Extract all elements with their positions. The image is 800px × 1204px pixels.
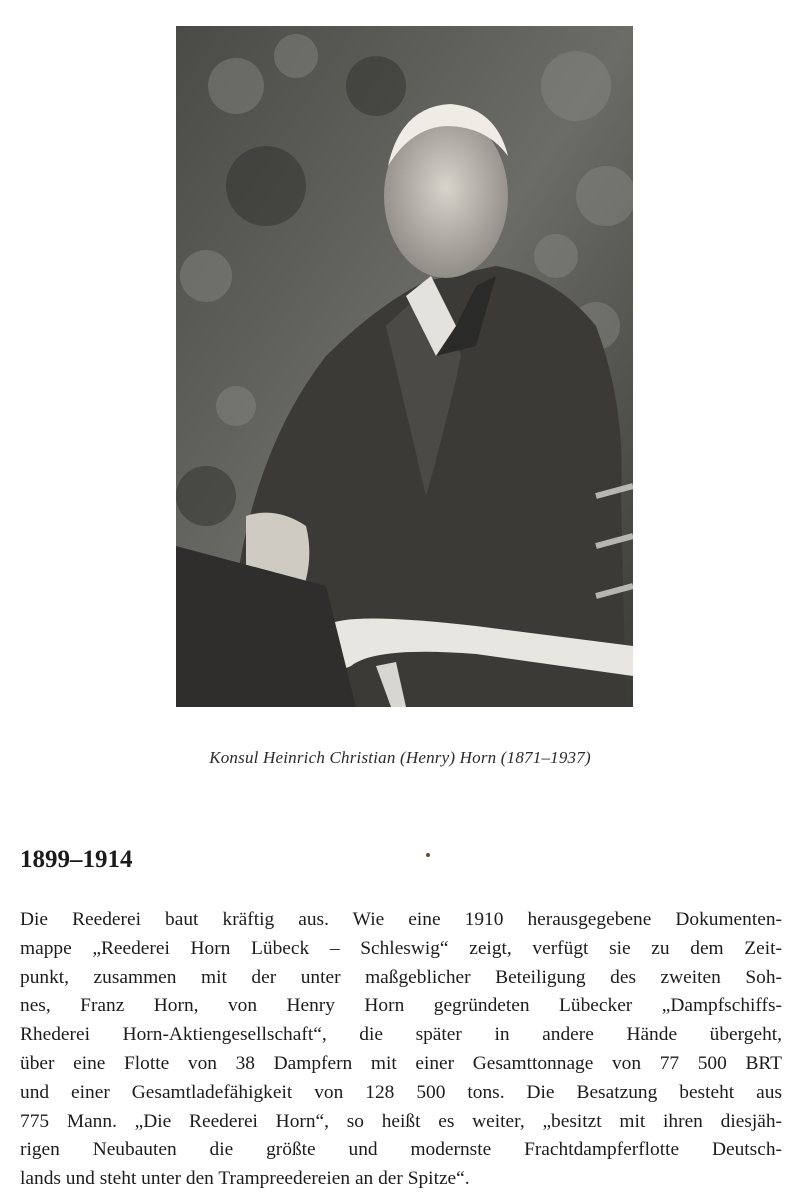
photo-caption: Konsul Heinrich Christian (Henry) Horn (1871–1937) — [209, 748, 591, 767]
text-line: Rhederei Horn-Aktiengesellschaft“, die später in andere Hände übergeht, — [20, 1024, 782, 1046]
body-paragraph — [20, 906, 782, 1194]
text-line: mappe „Reederei Horn Lübeck – Schleswig“ zeigt, verfügt sie zu dem Zeit- — [20, 937, 782, 959]
section-heading: 1899–1914 — [20, 846, 133, 873]
text-line: und einer Gesamtladefähigkeit von 128 500 tons. Die Besatzung besteht aus — [20, 1081, 782, 1103]
text-line: lands und steht unter den Trampreedereien an der Spitze“. — [20, 1168, 470, 1190]
text-line: 775 Mann. „Die Reederei Horn“, so heißt es weiter, „besitzt mit ihren diesjäh- — [20, 1110, 782, 1132]
text-line: punkt, zusammen mit der unter maßgeblicher Beteiligung des zweiten Soh- — [20, 966, 782, 988]
portrait-photo — [176, 26, 633, 707]
text-line: rigen Neubauten die größte und modernste Frachtdampferflotte Deutsch- — [20, 1139, 782, 1161]
stray-mark — [426, 853, 430, 857]
text-line: nes, Franz Horn, von Henry Horn gegründeten Lübecker „Dampfschiffs- — [20, 995, 782, 1017]
text-line: Die Reederei baut kräftig aus. Wie eine 1910 herausgegebene Dokumenten- — [20, 909, 782, 930]
text-line: über eine Flotte von 38 Dampfern mit einer Gesamttonnage von 77 500 BRT — [20, 1052, 782, 1074]
portrait-illustration — [176, 26, 633, 707]
